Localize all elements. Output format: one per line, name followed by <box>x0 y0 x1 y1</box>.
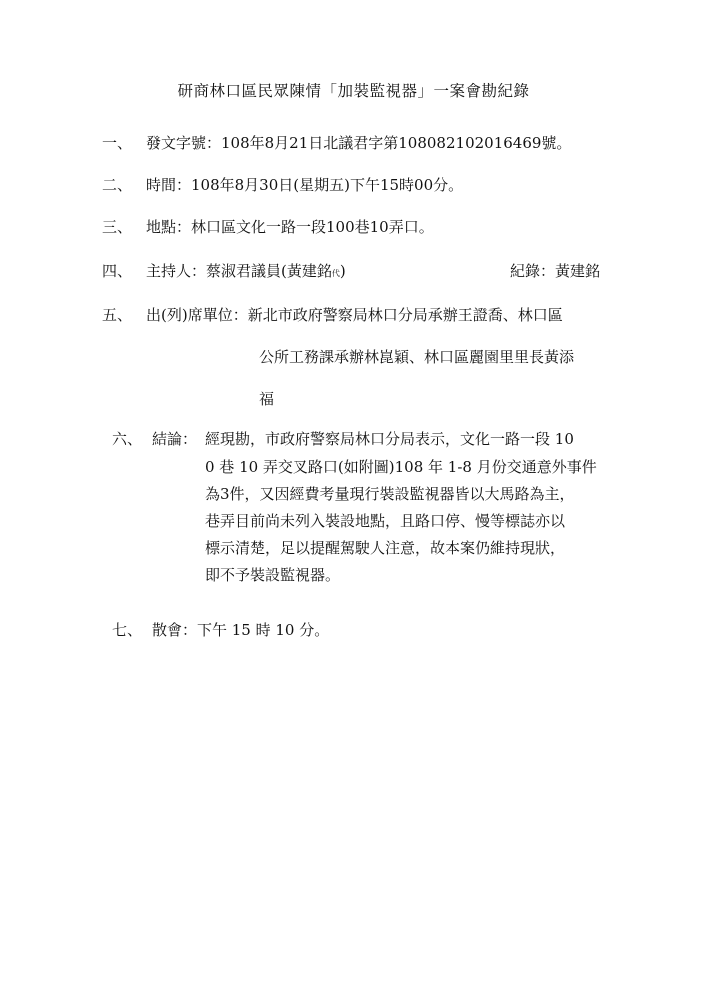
item-text: 地點：林口區文化一路一段100巷10弄口。 <box>146 218 434 236</box>
item-attendees <box>102 305 563 325</box>
item-doc-number <box>102 133 571 153</box>
conclusion-label: 結論： <box>152 430 198 448</box>
item-adjourn <box>112 620 329 640</box>
conclusion-line: 0 巷 10 弄交叉路口(如附圖)108 年 1-8 月份交通意外事件 <box>205 458 597 476</box>
conclusion-line: 即不予裝設監視器。 <box>205 566 341 584</box>
attendees-line: 福 <box>259 390 275 408</box>
item-number: 四、 <box>102 262 133 280</box>
item-text: 發文字號：108年8月21日北議君字第108082102016469號。 <box>146 134 572 152</box>
item-host <box>102 261 346 284</box>
item-number: 五、 <box>102 306 133 324</box>
document-title: 研商林口區民眾陳情「加裝監視器」一案會勘紀錄 <box>177 82 530 100</box>
recorder: 紀錄：黃建銘 <box>510 262 601 280</box>
host-text: 主持人：蔡淑君議員(黃建銘 <box>146 262 332 280</box>
item-conclusion <box>112 429 197 449</box>
host-close-paren: ) <box>339 262 346 280</box>
item-number: 二、 <box>102 176 133 194</box>
item-place <box>102 217 434 237</box>
attendees-line: 公所工務課承辦林崑穎、林口區麗園里里長黃添 <box>259 348 575 366</box>
conclusion-line: 巷弄目前尚未列入裝設地點，且路口停、慢等標誌亦以 <box>205 512 566 530</box>
host-proxy-mark: 代 <box>331 269 340 278</box>
item-text: 散會：下午 15 時 10 分。 <box>152 621 330 639</box>
item-number: 七、 <box>112 621 143 639</box>
item-number: 六、 <box>112 430 143 448</box>
conclusion-line: 經現勘，市政府警察局林口分局表示，文化一路一段 10 <box>205 430 574 448</box>
item-text: 時間：108年8月30日(星期五)下午15時00分。 <box>146 176 464 194</box>
item-number: 一、 <box>102 134 133 152</box>
item-time <box>102 175 463 195</box>
attendees-line: 出(列)席單位：新北市政府警察局林口分局承辦王證喬、林口區 <box>146 306 563 324</box>
item-number: 三、 <box>102 218 133 236</box>
conclusion-line: 標示清楚，足以提醒駕駛人注意，故本案仍維持現狀， <box>205 539 566 557</box>
conclusion-line: 為3件，又因經費考量現行裝設監視器皆以大馬路為主， <box>205 485 575 503</box>
